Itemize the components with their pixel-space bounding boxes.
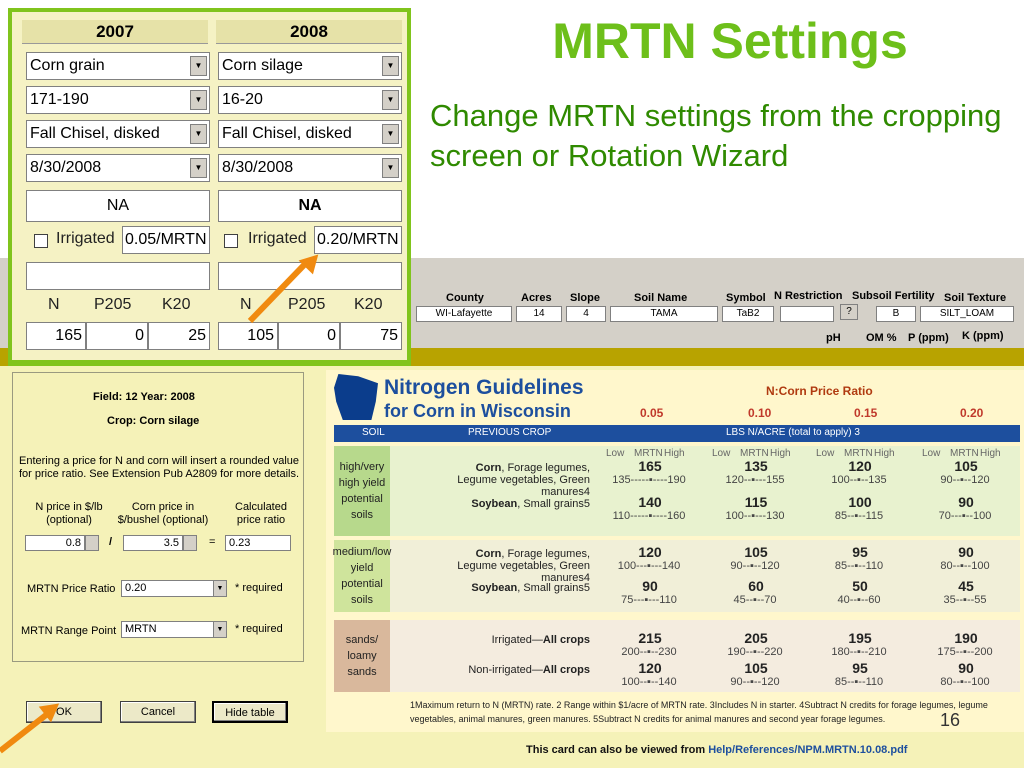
mrtn-rate: 95: [852, 544, 868, 560]
n-price-input[interactable]: 0.8: [25, 535, 85, 551]
legend-low: Low: [816, 448, 835, 459]
chevron-down-icon: ▼: [190, 56, 207, 76]
crop-name: All crops: [542, 634, 590, 646]
irrigated-label-2008: Irrigated: [248, 230, 307, 247]
previous-crop-row: [440, 498, 590, 510]
crop-select-2008[interactable]: Corn silage ▼: [218, 52, 402, 80]
mrtn-rate: 120: [848, 458, 872, 474]
county-field[interactable]: WI-Lafayette: [416, 306, 512, 322]
mrtn-rate: 90: [642, 578, 658, 594]
na-field-2007: NA: [26, 190, 210, 222]
rate-range: 85--▪--110: [834, 676, 884, 688]
cropping-screen: [12, 12, 407, 360]
chevron-down-icon: ▼: [213, 581, 226, 596]
ratio-col-2: 0.10: [748, 406, 772, 420]
mrtn-rate: 95: [852, 660, 868, 676]
mrtn-rate: 140: [638, 494, 662, 510]
calc-ratio-field: 0.23: [225, 535, 291, 551]
date-select-2008[interactable]: 8/30/2008 ▼: [218, 154, 402, 182]
previous-crop-row: [440, 462, 590, 498]
mrtn-rate: 115: [744, 494, 768, 510]
rate-range: 90--▪--120: [730, 560, 780, 572]
required-note-2: * required: [235, 623, 283, 635]
ratio-col-4: 0.20: [960, 406, 984, 420]
symbol-field[interactable]: TaB2: [722, 306, 774, 322]
soil-texture-field[interactable]: SILT_LOAM: [920, 306, 1014, 322]
price-ratio-label: MRTN Price Ratio: [27, 583, 116, 595]
crop-detail: , Forage legumes, Legume vegetables, Green manures4: [457, 548, 590, 584]
header-k: K (ppm): [962, 330, 1004, 342]
required-note-1: * required: [235, 582, 283, 594]
n-price-label: N price in $/lb (optional): [35, 501, 103, 526]
calc-ratio-label: Calculated price ratio: [235, 501, 287, 526]
slide-subtitle: Change MRTN settings from the cropping screen or Rotation Wizard: [430, 98, 1002, 173]
header-ph: pH: [826, 332, 841, 344]
card-title: Nitrogen Guidelines: [384, 376, 584, 399]
mrtn-rate: 50: [852, 578, 868, 594]
header-subsoil: Subsoil Fertility: [852, 290, 935, 302]
rate-range: 70---▪--100: [938, 510, 992, 522]
blank-field-2007[interactable]: [26, 262, 210, 290]
soil-name-field[interactable]: TAMA: [610, 306, 718, 322]
ratio-col-1: 0.05: [640, 406, 664, 420]
k-value-2007[interactable]: 25: [148, 322, 210, 350]
corn-price-label: Corn price in $/bushel (optional): [117, 501, 209, 526]
chevron-down-icon: ▼: [190, 124, 207, 144]
footnote-line-2: vegetables, animal manures, green manures. 5Subtract N credits for animal manures and second year forage legumes.: [410, 714, 886, 724]
header-soil-name: Soil Name: [634, 292, 688, 304]
yield-select-2008[interactable]: 16-20 ▼: [218, 86, 402, 114]
year-2007-header: 2007: [22, 20, 208, 44]
rate-range: 100--▪--135: [831, 474, 887, 486]
na-field-2008: NA: [218, 190, 402, 222]
chevron-down-icon: ▼: [190, 90, 207, 110]
legend-mrtn: MRTN: [740, 448, 769, 459]
mrtn-rate: 135: [744, 458, 768, 474]
year-2008-header: 2008: [216, 20, 402, 44]
rate-range: 100---▪---140: [617, 560, 681, 572]
rate-range: 190--▪--220: [727, 646, 783, 658]
mrtn-settings-panel: [12, 372, 304, 662]
price-ratio-select[interactable]: 0.20 ▼: [121, 580, 227, 597]
mrtn-rate: 165: [638, 458, 662, 474]
n-price-spin[interactable]: [85, 535, 99, 551]
rate-range: 100--▪--140: [621, 676, 677, 688]
crop-name: Corn: [475, 548, 502, 560]
crop-detail: , Small grains5: [517, 582, 590, 594]
chevron-down-icon: ▼: [213, 622, 226, 637]
crop-detail: , Forage legumes, Legume vegetables, Green manures4: [457, 462, 590, 498]
cancel-button[interactable]: Cancel: [120, 701, 196, 723]
crop-label: Crop: Corn silage: [107, 415, 200, 427]
rate-range: 90--▪--120: [940, 474, 990, 486]
crop-detail: Irrigated—: [491, 634, 543, 646]
legend-high: High: [664, 448, 685, 459]
previous-crop-row: [440, 548, 590, 584]
mrtn-rate: 215: [638, 630, 662, 646]
legend-high: High: [770, 448, 791, 459]
header-n-restriction: N Restriction: [774, 290, 843, 302]
legend-high: High: [980, 448, 1001, 459]
subsoil-fertility-field[interactable]: B: [876, 306, 916, 322]
crop-detail: , Small grains5: [517, 498, 590, 510]
slide-title: MRTN Settings: [552, 13, 908, 69]
soil-col-label: SOIL: [362, 427, 385, 438]
mrtn-rate: 120: [638, 660, 662, 676]
legend-low: Low: [606, 448, 625, 459]
info-text: Entering a price for N and corn will insert a rounded value for price ratio. See Extension Pub A2809 for more details.: [19, 455, 300, 480]
mrtn-rate: 195: [848, 630, 872, 646]
mrtn-rate: 105: [954, 458, 978, 474]
rate-range: 135-----▪----190: [612, 474, 686, 486]
irrigated-label-2007: Irrigated: [56, 230, 115, 247]
mrtn-rate: 105: [744, 544, 768, 560]
header-soil-texture: Soil Texture: [944, 292, 1007, 304]
n-header-2008: N: [240, 296, 252, 313]
k-value-2008[interactable]: 75: [340, 322, 402, 350]
tillage-select-2008[interactable]: Fall Chisel, disked ▼: [218, 120, 402, 148]
tillage-select-2007[interactable]: Fall Chisel, disked ▼: [26, 120, 210, 148]
legend-low: Low: [712, 448, 731, 459]
mrtn-rate: 90: [958, 494, 974, 510]
p205-header-2008: P205: [288, 296, 326, 313]
card-column-bar: [334, 425, 1020, 442]
irrigated-checkbox-2007[interactable]: [34, 234, 48, 248]
rate-range: 45--▪--70: [733, 594, 777, 606]
header-acres: Acres: [521, 292, 552, 304]
legend-mrtn: MRTN: [844, 448, 873, 459]
rate-range: 40--▪--60: [837, 594, 881, 606]
chevron-down-icon: ▼: [382, 158, 399, 178]
chevron-down-icon: ▼: [382, 56, 399, 76]
rate-range: 175--▪--200: [937, 646, 993, 658]
divide-sign: /: [109, 536, 113, 548]
mrtn-rate: 100: [848, 494, 872, 510]
card-subtitle: for Corn in Wisconsin: [384, 401, 571, 421]
reference-link[interactable]: Help/References/NPM.MRTN.10.08.pdf: [708, 744, 908, 756]
corn-price-spin[interactable]: [183, 535, 197, 551]
previous-crop-row: [440, 634, 590, 646]
page-number: 16: [940, 710, 961, 730]
rate-range: 35--▪--55: [943, 594, 987, 606]
rate-range: 200--▪--230: [621, 646, 677, 658]
legend-mrtn: MRTN: [634, 448, 663, 459]
soil-sands: sands/ loamy sands: [334, 620, 390, 692]
rate-range: 180--▪--210: [831, 646, 887, 658]
p-value-2008[interactable]: 0: [278, 322, 340, 350]
rate-range: 75---▪---110: [621, 594, 677, 606]
restriction-help-button[interactable]: ?: [840, 304, 858, 320]
hide-table-button[interactable]: Hide table: [212, 701, 288, 723]
previous-crop-row: [440, 664, 590, 676]
rate-range: 80--▪--100: [940, 560, 990, 572]
n-value-2007[interactable]: 165: [26, 322, 86, 350]
rate-range: 100--▪---130: [725, 510, 785, 522]
legend-mrtn: MRTN: [950, 448, 979, 459]
crop-name: Soybean: [471, 582, 518, 594]
header-om: OM %: [866, 332, 897, 344]
n-restriction-field[interactable]: [780, 306, 834, 322]
crop-detail: Non-irrigated—: [468, 664, 543, 676]
mrtn-rate: 90: [958, 544, 974, 560]
soil-medium: medium/low yield potential soils: [334, 540, 390, 612]
range-point-label: MRTN Range Point: [21, 625, 117, 637]
chevron-down-icon: ▼: [382, 124, 399, 144]
p-value-2007[interactable]: 0: [86, 322, 148, 350]
ratio-col-3: 0.15: [854, 406, 878, 420]
rate-range: 85--▪--115: [834, 510, 884, 522]
mrtn-rate: 205: [744, 630, 768, 646]
crop-name: Corn: [475, 462, 502, 474]
footnote-line-1: 1Maximum return to N (MRTN) rate. 2 Range within $1/acre of MRTN rate. 3Includes N in starter. 4Subtract N credits for forage legumes, legume: [410, 700, 988, 710]
rate-range: 110-----▪----160: [612, 510, 686, 522]
mrtn-rate: 120: [638, 544, 662, 560]
k20-header-2008: K20: [354, 296, 383, 313]
header-p: P (ppm): [908, 332, 949, 344]
mrtn-rate: 105: [744, 660, 768, 676]
legend-high: High: [874, 448, 895, 459]
crop-select-2007[interactable]: Corn grain ▼: [26, 52, 210, 80]
lbs-col-label: LBS N/ACRE (total to apply) 3: [726, 427, 860, 438]
crop-name: Soybean: [471, 498, 518, 510]
header-slope: Slope: [570, 292, 600, 304]
mrtn-rate: 45: [958, 578, 974, 594]
n-value-2008[interactable]: 105: [218, 322, 278, 350]
header-county: County: [446, 292, 484, 304]
rate-range: 120--▪---155: [725, 474, 785, 486]
crop-name: All crops: [542, 664, 590, 676]
price-ratio-header: N:Corn Price Ratio: [766, 384, 873, 398]
mrtn-rate: 60: [748, 578, 764, 594]
mrtn-rate: 90: [958, 660, 974, 676]
p205-header-2007: P205: [94, 296, 132, 313]
k20-header-2007: K20: [162, 296, 191, 313]
range-point-select[interactable]: MRTN ▼: [121, 621, 227, 638]
mrtn-field-2008[interactable]: 0.20/MRTN: [314, 226, 402, 254]
mrtn-field-2007[interactable]: 0.05/MRTN: [122, 226, 210, 254]
chevron-down-icon: ▼: [190, 158, 207, 178]
date-select-2007[interactable]: 8/30/2008 ▼: [26, 154, 210, 182]
rate-range: 85--▪--110: [834, 560, 884, 572]
previous-crop-row: [440, 582, 590, 594]
n-header-2007: N: [48, 296, 60, 313]
soil-high: high/very high yield potential soils: [334, 446, 390, 536]
slope-field[interactable]: 4: [566, 306, 606, 322]
equals-sign: =: [209, 536, 216, 548]
irrigated-checkbox-2008[interactable]: [224, 234, 238, 248]
card-reference: [526, 744, 907, 756]
chevron-down-icon: ▼: [382, 90, 399, 110]
yield-select-2007[interactable]: 171-190 ▼: [26, 86, 210, 114]
rate-range: 90--▪--120: [730, 676, 780, 688]
rate-range: 80--▪--100: [940, 676, 990, 688]
field-year-label: Field: 12 Year: 2008: [93, 391, 195, 403]
mrtn-rate: 190: [954, 630, 978, 646]
acres-field[interactable]: 14: [516, 306, 562, 322]
legend-low: Low: [922, 448, 941, 459]
prev-crop-col-label: PREVIOUS CROP: [468, 427, 552, 438]
header-symbol: Symbol: [726, 292, 766, 304]
reference-text: This card can also be viewed from: [526, 744, 706, 756]
ok-button[interactable]: OK: [26, 701, 102, 723]
corn-price-input[interactable]: 3.5: [123, 535, 183, 551]
